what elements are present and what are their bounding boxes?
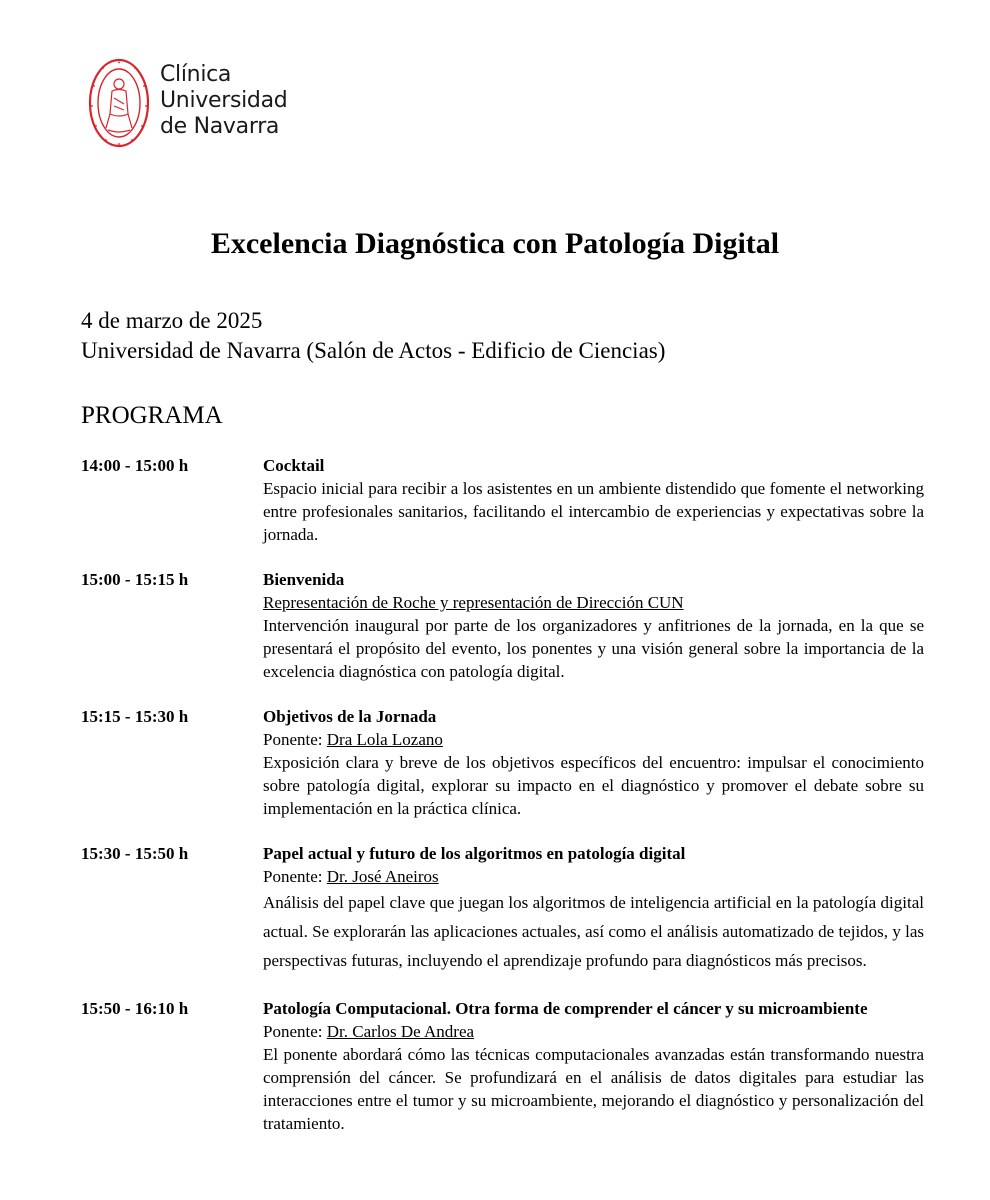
- item-time: 15:50 - 16:10 h: [81, 999, 189, 1018]
- item-title: Cocktail: [263, 456, 325, 475]
- item-time: 15:00 - 15:15 h: [81, 570, 189, 589]
- item-content: [263, 454, 924, 546]
- page-title: Excelencia Diagnóstica con Patología Digital: [210, 227, 780, 260]
- logo-line: de Navarra: [160, 114, 280, 139]
- item-speaker: [263, 1020, 924, 1043]
- item-description: Análisis del papel clave que juegan los algoritmos de inteligencia artificial en la patología digital actual. Se explorarán las aplicaciones actuales, así como el análisis automatizado de tejidos, y las perspectivas futuras, incluyendo el aprendizaje profundo para diagnósticos más precisos.: [263, 893, 924, 970]
- university-seal-icon: [88, 58, 150, 148]
- item-speaker: [263, 728, 924, 751]
- item-title: Patología Computacional. Otra forma de comprender el cáncer y su microambiente: [263, 999, 868, 1018]
- logo-line: Clínica: [160, 62, 232, 87]
- item-subtitle: Representación de Roche y representación de Dirección CUN: [263, 593, 684, 612]
- event-venue: Universidad de Navarra (Salón de Actos - Edificio de Ciencias): [81, 338, 666, 363]
- item-description: El ponente abordará cómo las técnicas computacionales avanzadas están transformando nuestra comprensión del cáncer. Se profundizará en el análisis de datos digitales para estudiar las interacciones entre el tumor y su microambiente, mejorando el diagnóstico y personalización del tratamiento.: [263, 1045, 924, 1133]
- speaker-label: Ponente:: [263, 1022, 323, 1041]
- item-title: Objetivos de la Jornada: [263, 707, 437, 726]
- item-content: [263, 705, 924, 820]
- event-meta: [81, 306, 665, 366]
- item-description: Exposición clara y breve de los objetivos específicos del encuentro: impulsar el conocimiento sobre patología digital, explorar su impacto en el diagnóstico y promover el debate sobre su implementación en la práctica clínica.: [263, 753, 924, 818]
- item-time: 15:15 - 15:30 h: [81, 707, 189, 726]
- program-list: [81, 454, 924, 1157]
- logo-wordmark: [160, 62, 287, 140]
- program-item: [81, 568, 924, 683]
- item-content: [263, 997, 924, 1135]
- clinic-logo: [88, 58, 288, 148]
- program-item: [81, 454, 924, 546]
- item-time: 15:30 - 15:50 h: [81, 844, 189, 863]
- speaker-label: Ponente:: [263, 730, 323, 749]
- speaker-name: Dr. José Aneiros: [326, 867, 439, 886]
- event-date: 4 de marzo de 2025: [81, 308, 263, 333]
- item-time: 14:00 - 15:00 h: [81, 456, 189, 475]
- item-description: Espacio inicial para recibir a los asistentes en un ambiente distendido que fomente el networking entre profesionales sanitarios, facilitando el intercambio de experiencias y expectativas sobre la jornada.: [263, 479, 924, 544]
- item-content: [263, 842, 924, 975]
- item-title: Papel actual y futuro de los algoritmos en patología digital: [263, 844, 686, 863]
- item-speaker: [263, 865, 924, 888]
- program-item: [81, 997, 924, 1135]
- program-heading: PROGRAMA: [81, 402, 223, 429]
- item-content: [263, 568, 924, 683]
- speaker-label: Ponente:: [263, 867, 323, 886]
- item-description: Intervención inaugural por parte de los organizadores y anfitriones de la jornada, en la que se presentará el propósito del evento, los ponentes y una visión general sobre la importancia de la excelencia diagnóstica con patología digital.: [263, 616, 924, 681]
- speaker-name: Dra Lola Lozano: [326, 730, 443, 749]
- item-title: Bienvenida: [263, 570, 345, 589]
- program-item: [81, 842, 924, 975]
- program-item: [81, 705, 924, 820]
- speaker-name: Dr. Carlos De Andrea: [326, 1022, 475, 1041]
- logo-line: Universidad: [160, 88, 288, 113]
